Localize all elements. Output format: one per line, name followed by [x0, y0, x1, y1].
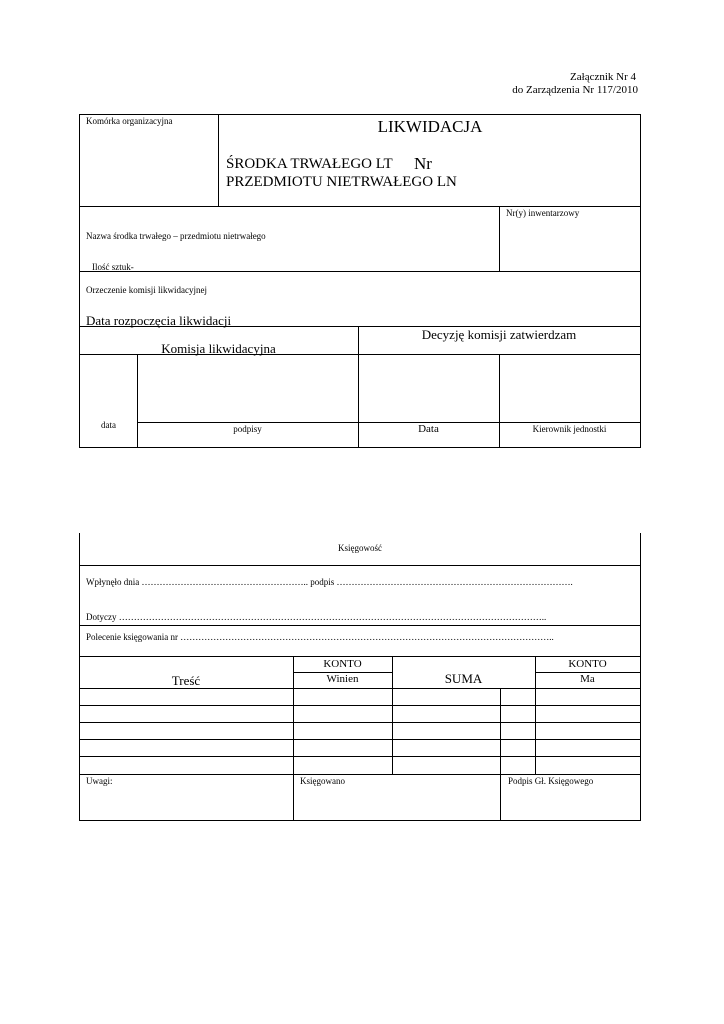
posting-order-line: Polecenie księgowania nr ……………………………………………………………………………………………………………..: [86, 632, 554, 642]
credit-header: Ma: [580, 673, 595, 685]
inventory-number-label: Nr(y) inwentarzowy: [506, 208, 580, 218]
number-label: Nr: [414, 154, 432, 173]
low-value-item-line: PRZEDMIOTU NIETRWAŁEGO LN: [226, 174, 457, 190]
approval-label: Decyzję komisji zatwierdzam: [421, 327, 577, 342]
chief-accountant-signature-label: Podpis Gł. Księgowego: [508, 776, 594, 786]
org-unit-label: Komórka organizacyjna: [86, 116, 173, 126]
posted-label: Księgowano: [300, 776, 345, 786]
sum-header: SUMA: [444, 671, 483, 686]
committee-label: Komisja likwidacyjna: [161, 341, 276, 356]
content-header: Treść: [171, 673, 201, 688]
manager-label: Kierownik jednostki: [532, 424, 607, 434]
remarks-label: Uwagi:: [86, 776, 113, 786]
account-header-credit: KONTO: [568, 658, 607, 670]
form-title: LIKWIDACJA: [377, 117, 483, 136]
concerns-line: Dotyczy ……………………………………………………………………………………………………………………………..: [86, 612, 547, 622]
received-line: Wpłynęło dnia ……………………………………………….. podpis …………………………………………………………………….: [86, 577, 573, 587]
attachment-number: Załącznik Nr 4: [570, 71, 636, 83]
quantity-label: Ilość sztuk-: [92, 262, 134, 272]
fixed-asset-line: ŚRODKA TRWAŁEGO LT: [226, 156, 393, 172]
verdict-label: Orzeczenie komisji likwidacyjnej: [86, 285, 207, 295]
asset-name-label: Nazwa środka trwałego – przedmiotu nietrwałego: [86, 231, 266, 241]
ordinance-reference: do Zarządzenia Nr 117/2010: [512, 84, 638, 96]
debit-header: Winien: [326, 673, 359, 685]
accounting-label: Księgowość: [338, 543, 382, 553]
date-label: data: [101, 420, 116, 430]
approval-date-label: Data: [418, 423, 439, 435]
start-date-label: Data rozpoczęcia likwidacji: [86, 313, 232, 328]
signatures-label: podpisy: [233, 424, 262, 434]
account-header-debit: KONTO: [323, 658, 362, 670]
